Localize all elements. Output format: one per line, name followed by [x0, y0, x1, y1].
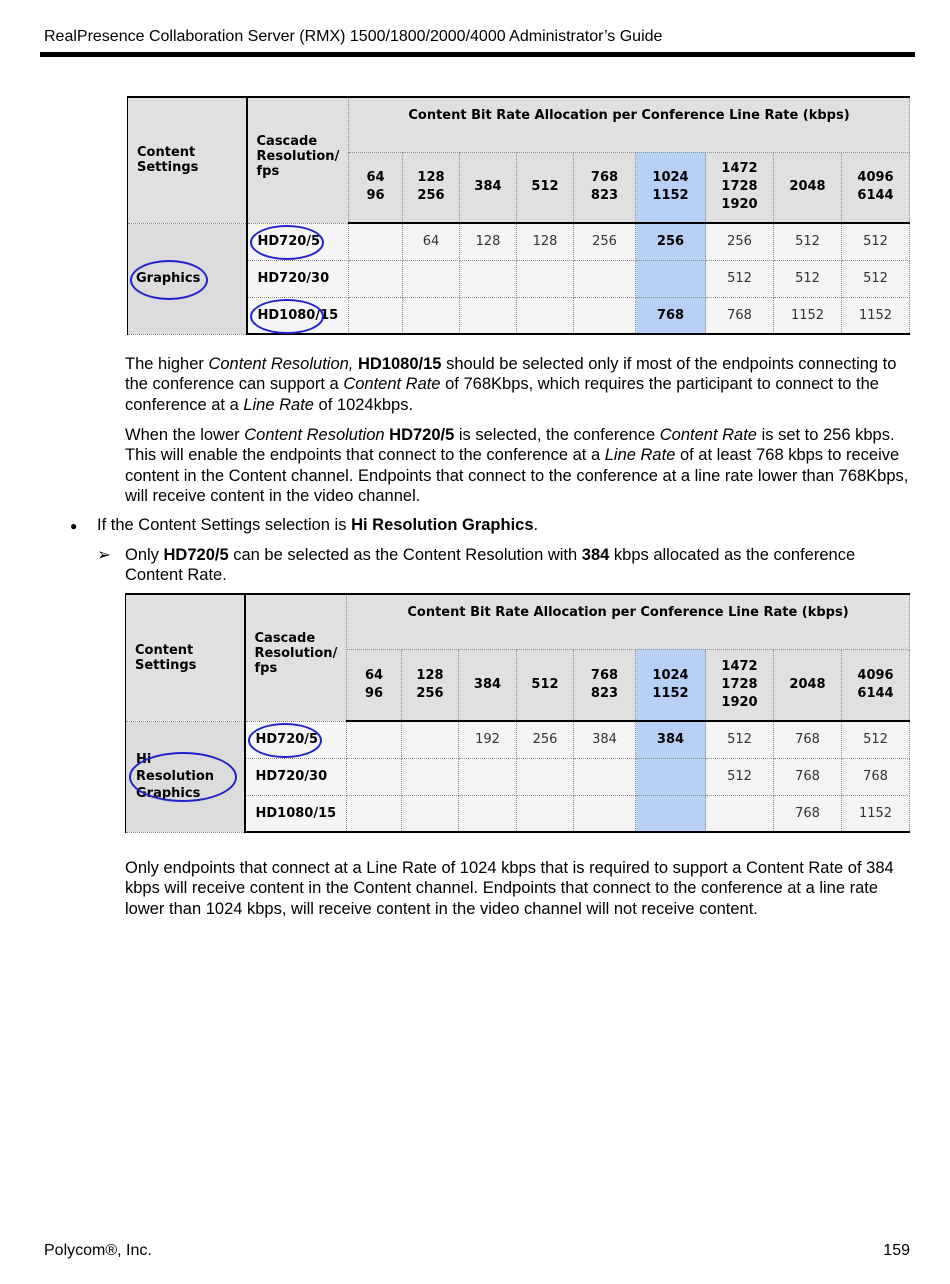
paragraph-hd1080: The higher Content Resolution, HD1080/15 should be selected only if most of the endpoints connecting to the conference can support a Content Rate of 768Kbps, which requires the participant to connect to the conference at a Line Rate of 1024kbps.: [125, 355, 897, 414]
rate-value-cell: 512: [706, 260, 774, 297]
rate-value-cell: 768: [842, 758, 910, 795]
rate-value-cell: [349, 297, 403, 334]
rate-column-header: 512: [517, 649, 574, 721]
rate-value-cell: 512: [842, 721, 910, 758]
rate-value-cell: [517, 795, 574, 832]
rate-value-cell: [636, 260, 706, 297]
resolution-label: HD1080/15: [255, 805, 337, 821]
cascade-resolution-header: Cascade Resolution/ fps: [247, 97, 349, 223]
rate-column-header: 4096 6144: [842, 152, 910, 223]
rate-value-cell: [574, 297, 636, 334]
rate-value-cell: [402, 758, 459, 795]
rate-value-cell: 768: [706, 297, 774, 334]
table-row: [126, 721, 910, 758]
subbullet-hd720: ➢ Only HD720/5 can be selected as the Content Resolution with 384 kbps allocated as the conference Content Rate.: [97, 546, 856, 585]
resolution-cell: [247, 260, 349, 297]
rate-value-cell: 512: [706, 721, 774, 758]
cascade-resolution-header: Cascade Resolution/ fps: [245, 594, 347, 721]
rate-value-cell: 1152: [774, 297, 842, 334]
rate-value-cell: 512: [842, 223, 910, 260]
rate-value-cell: [460, 297, 517, 334]
rate-value-cell: [459, 795, 517, 832]
resolution-cell: [247, 297, 349, 334]
resolution-label: HD720/30: [255, 769, 328, 784]
rate-value-cell: 64: [403, 223, 460, 260]
rate-value-cell: [459, 758, 517, 795]
rate-column-header: 64 96: [349, 152, 403, 223]
rate-value-cell: [402, 795, 459, 832]
rate-value-cell: [403, 297, 460, 334]
allocation-header: Content Bit Rate Allocation per Conference Line Rate (kbps): [349, 97, 910, 152]
rate-value-cell: 1152: [842, 795, 910, 832]
page-number: 159: [883, 1242, 910, 1259]
rate-value-cell: 192: [459, 721, 517, 758]
rate-column-header: 512: [517, 152, 574, 223]
rate-value-cell: [517, 260, 574, 297]
arrow-bullet-icon: ➢: [97, 546, 111, 564]
group-label: Hi Resolution Graphics: [136, 752, 215, 801]
paragraph-line-rate-note: Only endpoints that connect at a Line Rate of 1024 kbps that is required to support a Content Rate of 384 kbps will receive content in the Content channel. Endpoints that connect to the conference at a line rate lower than 1024 kbps, will receive content in the video channel will not receive content.: [125, 859, 894, 918]
resolution-cell: [245, 721, 347, 758]
rate-column-header: 768 823: [574, 152, 636, 223]
rate-value-cell: [349, 260, 403, 297]
resolution-cell: [245, 795, 347, 832]
rate-value-cell: 768: [774, 758, 842, 795]
rate-column-header: 1472 1728 1920: [706, 649, 774, 721]
rate-value-cell: [574, 260, 636, 297]
paragraph-hd720: When the lower Content Resolution HD720/5 is selected, the conference Content Rate is set to 256 kbps. This will enable the endpoints that connect to the conference at a Line Rate of at least 768 kbps to receive content in the Content channel. Endpoints that connect to the conference at a line rate lower than 768Kbps, will receive content in the video channel.: [125, 426, 909, 505]
rate-value-cell: 512: [774, 260, 842, 297]
resolution-cell: [247, 223, 349, 260]
resolution-label: HD720/5: [255, 732, 319, 747]
rate-column-header: 64 96: [347, 649, 402, 721]
rate-value-cell: [347, 758, 402, 795]
rate-value-cell: [636, 795, 706, 832]
rate-value-cell: 256: [706, 223, 774, 260]
rate-column-header: 1024 1152: [636, 152, 706, 223]
rate-value-cell: [517, 297, 574, 334]
rate-value-cell: 512: [706, 758, 774, 795]
content-settings-header: Content Settings: [128, 97, 247, 223]
rate-value-cell: [349, 223, 403, 260]
rate-value-cell: 128: [517, 223, 574, 260]
rate-value-cell: [636, 758, 706, 795]
rate-value-cell: 1152: [842, 297, 910, 334]
rate-value-cell: [402, 721, 459, 758]
rate-value-cell: 256: [574, 223, 636, 260]
rate-value-cell: [347, 721, 402, 758]
rate-column-header: 2048: [774, 649, 842, 721]
content-rate-table-graphics: [127, 96, 910, 335]
rate-column-header: 128 256: [402, 649, 459, 721]
rate-column-header: 1472 1728 1920: [706, 152, 774, 223]
page-header: RealPresence Collaboration Server (RMX) 1500/1800/2000/4000 Administrator’s Guide: [44, 28, 663, 45]
rate-value-cell: 128: [460, 223, 517, 260]
rate-value-cell: 768: [636, 297, 706, 334]
resolution-label: HD1080/15: [257, 307, 339, 323]
rate-value-cell: 768: [774, 721, 842, 758]
rate-column-header: 128 256: [403, 152, 460, 223]
rate-value-cell: [403, 260, 460, 297]
footer-company: Polycom®, Inc.: [44, 1242, 152, 1259]
bullet-icon: ●: [70, 519, 78, 533]
rate-value-cell: 384: [574, 721, 636, 758]
resolution-cell: [245, 758, 347, 795]
resolution-label: HD720/30: [257, 271, 330, 286]
rate-value-cell: [347, 795, 402, 832]
group-label: Graphics: [136, 271, 201, 286]
group-label-cell: [126, 721, 245, 832]
header-rule: [40, 52, 915, 57]
rate-value-cell: 384: [636, 721, 706, 758]
rate-column-header: 768 823: [574, 649, 636, 721]
rate-column-header: 384: [460, 152, 517, 223]
rate-value-cell: 512: [842, 260, 910, 297]
rate-value-cell: [574, 795, 636, 832]
content-rate-table-hi-resolution: [125, 593, 910, 833]
rate-value-cell: 768: [774, 795, 842, 832]
rate-value-cell: [706, 795, 774, 832]
resolution-label: HD720/5: [257, 234, 321, 249]
rate-value-cell: 256: [636, 223, 706, 260]
rate-value-cell: 512: [774, 223, 842, 260]
content-settings-header: Content Settings: [126, 594, 245, 721]
allocation-header: Content Bit Rate Allocation per Conference Line Rate (kbps): [347, 594, 910, 649]
bullet-hi-resolution: ● If the Content Settings selection is Hi Resolution Graphics.: [70, 515, 538, 536]
rate-value-cell: 256: [517, 721, 574, 758]
rate-value-cell: [574, 758, 636, 795]
rate-column-header: 384: [459, 649, 517, 721]
rate-column-header: 4096 6144: [842, 649, 910, 721]
rate-column-header: 1024 1152: [636, 649, 706, 721]
rate-value-cell: [460, 260, 517, 297]
table-row: [128, 223, 910, 260]
rate-value-cell: [517, 758, 574, 795]
group-label-cell: [128, 223, 247, 334]
rate-column-header: 2048: [774, 152, 842, 223]
